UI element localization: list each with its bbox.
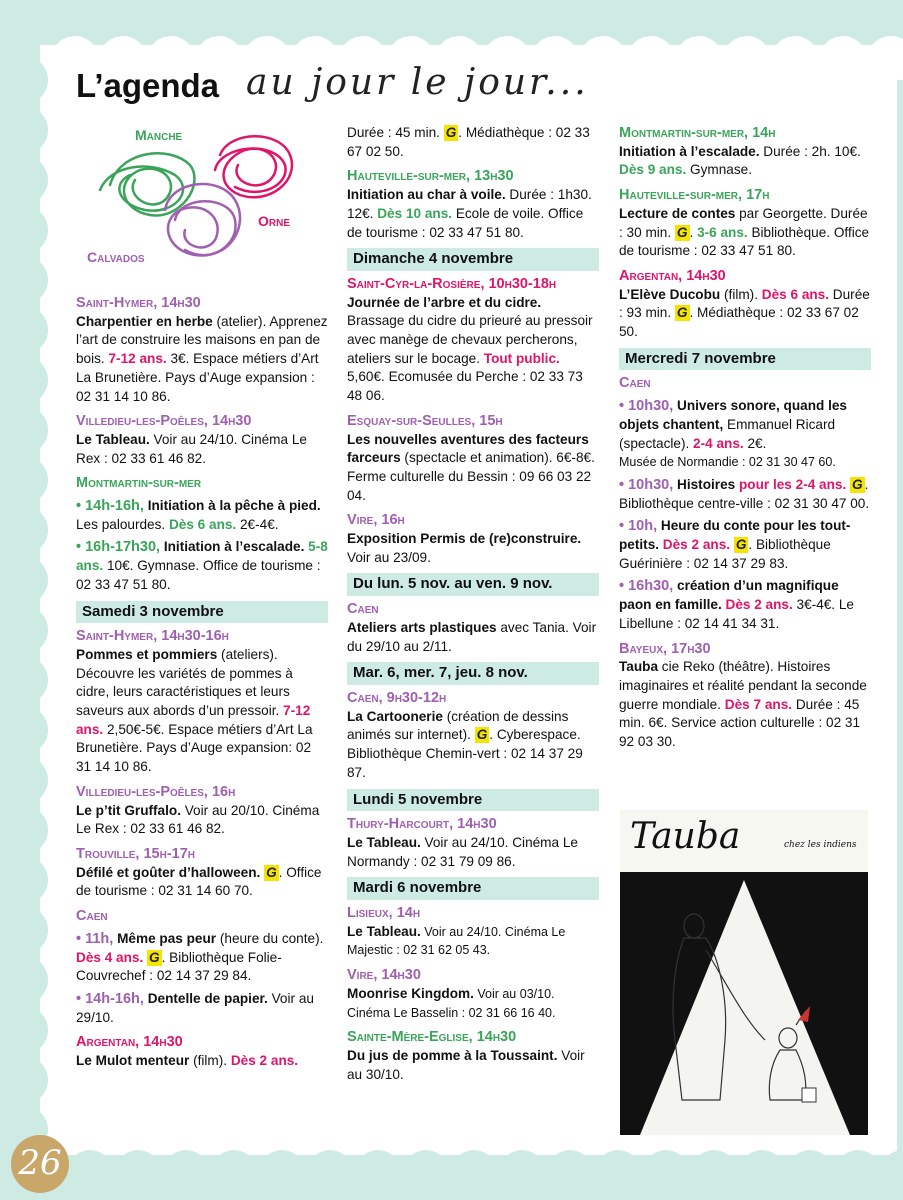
event-text: Voir au 24/10. Cinéma Le Normandy : 02 31 79 09 86. xyxy=(347,834,578,869)
event-description xyxy=(347,431,599,506)
event-title: Moonrise Kingdom. xyxy=(347,985,474,1001)
event-title: Univers sonore, quand les objets chantent, xyxy=(619,398,847,432)
map-label-manche: Manche xyxy=(135,127,183,143)
event-description xyxy=(76,802,328,839)
event-text: . Cyberespace. Bibliothèque Chemin-vert : 02 14 37 29 87. xyxy=(347,727,583,780)
map-label-orne: Orne xyxy=(258,213,291,229)
event-title: Le Mulot menteur xyxy=(76,1053,190,1069)
event-location: Saint-Hymer, 14h30-16h xyxy=(76,628,229,645)
event-text: par Georgette. Durée : 30 min. xyxy=(619,205,868,240)
event-time: • 14h-16h, xyxy=(76,498,144,515)
event-location: Saint-Cyr-la-Rosière, 10h30-18h xyxy=(347,275,557,292)
event-location: Lisieux, 14h xyxy=(347,905,421,922)
event-title: Le Tableau. xyxy=(76,431,150,447)
event-text: Voir au 03/10. Cinéma Le Basselin : 02 31 66 16 40. xyxy=(347,986,556,1020)
free-badge: G xyxy=(266,864,277,880)
day-header: Mercredi 7 novembre xyxy=(619,348,871,371)
event-title: Le Tableau. xyxy=(347,834,421,850)
age-range: Dès 2 ans. xyxy=(659,537,731,553)
event-item xyxy=(76,990,328,1027)
event-item xyxy=(619,397,871,472)
event-text: 2€. xyxy=(743,435,767,451)
free-badge: G xyxy=(852,476,863,492)
event-text: Voir au 24/10. Cinéma Le Rex : 02 33 61 46 82. xyxy=(76,431,307,466)
event-location: Trouville, 15h-17h xyxy=(76,845,195,862)
event-item xyxy=(619,476,871,513)
event-description xyxy=(347,619,599,656)
event-description xyxy=(347,923,599,960)
event-description xyxy=(76,1052,328,1071)
age-range: Dès 4 ans. xyxy=(76,949,144,965)
event-location: Montmartin-sur-mer xyxy=(76,475,202,492)
event-text: Emmanuel Ricard (spectacle). xyxy=(619,416,836,451)
event-text: Bibliothèque. Office de tourisme : 02 33 47 51 80. xyxy=(619,224,870,259)
event-text: Voir au 24/10. Cinéma Le Majestic : 02 31 62 05 43. xyxy=(347,924,566,958)
event-location: Caen xyxy=(347,601,379,618)
age-range: Dès 6 ans. xyxy=(761,286,830,302)
event-item xyxy=(619,517,871,573)
event-location: Villedieu-les-Poêles, 16h xyxy=(76,783,236,800)
event-text: Voir au 20/10. Cinéma Le Rex : 02 33 61 46 82. xyxy=(76,802,320,837)
event-text: 2,50€-5€. Espace métiers d’Art La Brunetière. Pays d’Auge expansion: 02 31 14 10 86. xyxy=(76,721,313,775)
event-text: . xyxy=(689,224,698,240)
event-description xyxy=(619,658,871,752)
event-text: . Médiathèque : 02 33 67 02 50. xyxy=(619,305,859,340)
event-text: (spectacle et animation). 6€-8€. Ferme culturelle du Bessin : 09 66 03 22 04. xyxy=(347,450,595,503)
event-title: Tauba xyxy=(619,659,659,675)
event-location: Montmartin-sur-mer, 14h xyxy=(619,125,776,141)
event-location: Hauteville-sur-mer, 17h xyxy=(619,187,770,204)
age-range: Dès 10 ans. xyxy=(377,205,453,221)
day-header: Mar. 6, mer. 7, jeu. 8 nov. xyxy=(347,662,599,685)
region-map-illustration xyxy=(80,125,320,280)
free-badge: G xyxy=(676,305,688,321)
event-item xyxy=(76,538,328,594)
event-text: 5,60€. Ecomusée du Perche : 02 33 73 48 06. xyxy=(347,369,583,404)
event-text: . Bibliothèque Guérinière : 02 14 37 29 83. xyxy=(619,537,831,571)
event-text: Durée : 93 min. xyxy=(619,286,870,321)
agenda-column-3 xyxy=(619,124,871,752)
event-title: création d’un magnifique paon en famille. xyxy=(619,578,839,613)
event-title: Les nouvelles aventures des facteurs farceurs xyxy=(347,431,589,466)
event-time: • 14h-16h, xyxy=(76,990,144,1007)
page-title: L’agenda xyxy=(76,67,220,104)
event-text: Gymnase. xyxy=(686,162,752,178)
event-title: Charpentier en herbe xyxy=(76,313,213,329)
event-time: • 10h30, xyxy=(619,476,674,493)
free-badge: G xyxy=(735,537,747,553)
event-item xyxy=(76,497,328,534)
event-text: (film). xyxy=(720,286,762,302)
event-description xyxy=(76,431,328,468)
event-location: Thury-Harcourt, 14h30 xyxy=(347,816,497,833)
event-location: Hauteville-sur-mer, 13h30 xyxy=(347,168,514,185)
event-time: • 10h30, xyxy=(619,398,674,415)
age-range: Dès 7 ans. xyxy=(724,696,793,712)
event-venue: Musée de Normandie : 02 31 30 47 60. xyxy=(619,455,836,470)
event-text: 3€. Espace métiers d’Art La Brunetière. Pays d’Auge expansion : 02 31 14 10 86. xyxy=(76,351,319,404)
age-range: Dès 2 ans. xyxy=(721,597,793,613)
event-title: Du jus de pomme à la Toussaint. xyxy=(347,1047,558,1063)
page-number-badge xyxy=(11,1135,69,1193)
event-description xyxy=(76,864,328,901)
poster-title: Tauba xyxy=(630,816,741,857)
event-description xyxy=(347,1047,599,1084)
event-text: . Bibliothèque centre-ville : 02 31 30 47 00. xyxy=(619,476,870,511)
event-text: (film). xyxy=(189,1053,231,1069)
event-time: • 16h-17h30, xyxy=(76,539,161,556)
event-text: Ecole de voile. Office de tourisme : 02 33 47 51 80. xyxy=(347,205,584,240)
event-text: . Médiathèque : 02 33 67 02 50. xyxy=(347,125,590,159)
age-range: 3-6 ans. xyxy=(697,224,748,240)
event-text: Durée : 1h30. 12€. xyxy=(347,187,592,221)
day-header: Du lun. 5 nov. au ven. 9 nov. xyxy=(347,573,599,596)
map-label-calvados: Calvados xyxy=(87,249,145,265)
event-text: Les palourdes. xyxy=(76,516,169,532)
event-location: Saint-Hymer, 14h30 xyxy=(76,295,201,311)
event-location: Caen xyxy=(76,908,108,925)
poster-subtitle: chez les indiens xyxy=(784,840,857,850)
event-text: 10€. Gymnase. Office de tourisme : 02 33 47 51 80. xyxy=(76,558,321,592)
event-location: Caen xyxy=(619,375,651,392)
event-time: • 10h, xyxy=(619,518,658,535)
event-location: Argentan, 14h30 xyxy=(76,1034,183,1051)
event-description xyxy=(347,530,599,567)
event-location: Vire, 14h30 xyxy=(347,967,421,984)
event-description xyxy=(347,294,599,406)
free-badge: G xyxy=(149,949,160,965)
event-description xyxy=(76,313,328,407)
event-time: • 16h30, xyxy=(619,578,674,595)
event-title: Lecture de contes xyxy=(619,205,736,221)
event-description xyxy=(619,205,871,261)
event-price: 2€-4€. xyxy=(236,516,279,532)
day-header: Mardi 6 novembre xyxy=(347,877,599,900)
event-item xyxy=(76,930,328,986)
event-text: cie Reko (théâtre). Histoires imaginaires et réalité pendant la seconde guerre mondiale. xyxy=(619,659,867,712)
event-description xyxy=(76,646,328,777)
event-text: Brassage du cidre du prieuré au pressoir avec manège de chevaux percherons, ateliers sur le bocage. xyxy=(347,313,593,366)
day-header: Lundi 5 novembre xyxy=(347,789,599,812)
free-badge: G xyxy=(445,125,457,140)
event-text: Durée : 45 min. 6€. Service action culturelle : 02 31 92 03 30. xyxy=(619,696,861,750)
age-range: 2-4 ans. xyxy=(693,435,744,451)
agenda-column-2 xyxy=(347,124,599,1084)
page-title-script: au jour le jour... xyxy=(246,62,589,103)
event-title: Dentelle de papier. xyxy=(143,990,268,1006)
event-description xyxy=(347,124,599,161)
event-text: (heure du conte). xyxy=(216,930,324,946)
day-header: Samedi 3 novembre xyxy=(76,601,328,624)
event-text: Voir au 23/09. xyxy=(347,549,431,565)
event-description xyxy=(347,985,599,1022)
age-range: Dès 6 ans. xyxy=(168,516,237,532)
event-title: Ateliers arts plastiques xyxy=(347,619,497,635)
event-text: avec Tania. Voir du 29/10 au 2/11. xyxy=(347,619,597,654)
event-title: Initiation à l’escalade. xyxy=(160,539,305,555)
event-location: Bayeux, 17h30 xyxy=(619,640,711,657)
day-header: Dimanche 4 novembre xyxy=(347,248,599,271)
event-description xyxy=(619,143,871,180)
poster-illustration xyxy=(620,810,868,1135)
event-text: (atelier). Apprenez l’art de construire les maisons en pan de bois. xyxy=(76,313,328,367)
event-location: Sainte-Mère-Eglise, 14h30 xyxy=(347,1029,517,1046)
event-location: Vire, 16h xyxy=(347,512,405,529)
free-badge: G xyxy=(676,224,688,240)
event-text: (ateliers). Découvre les variétés de pommes à cidre, leurs caractéristiques et leurs saveurs aux abords d’un pressoir. xyxy=(76,646,293,719)
age-range: Dès 9 ans. xyxy=(619,162,687,178)
event-location: Argentan, 14h30 xyxy=(619,267,726,284)
event-description xyxy=(619,286,871,342)
event-location: Caen, 9h30-12h xyxy=(347,689,447,706)
page-number: 26 xyxy=(18,1143,62,1183)
age-range: 5-8 ans. xyxy=(76,539,328,574)
event-description xyxy=(347,834,599,871)
age-range: 7-12 ans. xyxy=(108,351,167,367)
event-title: Histoires xyxy=(673,476,736,492)
event-title: Le Tableau. xyxy=(347,923,421,939)
scalloped-border-bottom xyxy=(0,1140,903,1200)
event-item xyxy=(619,577,871,633)
age-range: Dès 2 ans. xyxy=(230,1053,299,1069)
agenda-column-1 xyxy=(76,288,328,1071)
event-text: Durée : 45 min. xyxy=(347,125,444,140)
age-range: pour les 2-4 ans. xyxy=(735,476,847,492)
event-time: • 11h, xyxy=(76,930,114,947)
event-description xyxy=(347,186,599,242)
event-title: La Cartoonerie xyxy=(347,708,443,724)
event-title: Le p’tit Gruffalo. xyxy=(76,802,181,818)
event-text: Voir au 30/10. xyxy=(347,1047,585,1082)
event-description xyxy=(347,708,599,783)
event-text: . Office de tourisme : 02 31 14 60 70. xyxy=(76,864,322,899)
event-text: . Bibliothèque Folie-Couvrechef : 02 14 37 29 84. xyxy=(76,949,282,984)
event-title: Heure du conte pour les tout-petits. xyxy=(619,518,851,553)
event-text: Durée : 2h. 10€. xyxy=(759,143,861,159)
age-range: Tout public. xyxy=(483,350,560,366)
event-title: Initiation au char à voile. xyxy=(347,187,506,203)
event-title: Défilé et goûter d’halloween. xyxy=(76,864,261,880)
event-title: L’Elève Ducobu xyxy=(619,286,721,302)
event-title: Pommes et pommiers xyxy=(76,646,218,662)
event-title: Initiation à la pêche à pied. xyxy=(143,498,321,514)
event-title: Initiation à l’escalade. xyxy=(619,143,760,159)
event-location: Esquay-sur-Seulles, 15h xyxy=(347,412,503,429)
tauba-poster-image xyxy=(620,810,868,1135)
event-title: Même pas peur xyxy=(113,930,217,946)
event-text: Voir au 29/10. xyxy=(76,990,314,1025)
event-title: Journée de l’arbre et du cidre. xyxy=(347,294,542,310)
free-badge: G xyxy=(476,727,488,743)
event-title: Exposition Permis de (re)construire. xyxy=(347,531,582,547)
event-text: 3€-4€. Le Libellune : 02 14 41 34 31. xyxy=(619,597,854,631)
event-text: (création de dessins animés sur internet). xyxy=(347,708,569,743)
age-range: 7-12 ans. xyxy=(76,703,311,737)
event-location: Villedieu-les-Poêles, 14h30 xyxy=(76,413,252,430)
